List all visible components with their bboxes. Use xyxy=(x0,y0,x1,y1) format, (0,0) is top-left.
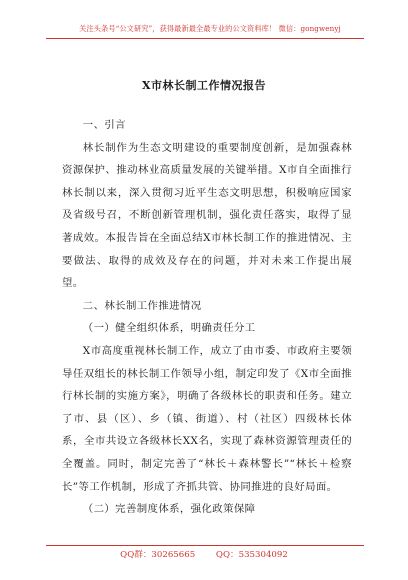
footer-qq-group: QQ群：30265665 xyxy=(120,550,196,560)
document-title: X市林长制工作情况报告 xyxy=(141,79,267,92)
footer-contact xyxy=(0,548,408,560)
subsection-heading-policy: （二）完善制度体系，强化政策保障 xyxy=(82,503,256,516)
intro-paragraph: 林长制作为生态文明建设的重要制度创新，是加强森林资源保护、推动林业高质量发展的关键举措。X市自全面推行林长制以来，深入贯彻习近平生态文明思想，积极响应国家及省级号召，不断创新管理机制，强化责任落实，取得了显著成效。本报告旨在全面总结X市林长制工作的推进情况、主要做法、取得的成效及存在的问题，并对未来工作提出展望。 xyxy=(62,141,352,290)
document-body xyxy=(62,114,352,521)
footer-divider xyxy=(46,545,364,546)
organization-paragraph: X市高度重视林长制工作，成立了由市委、市政府主要领导任双组长的林长制工作领导小组，制定印发了《X市全面推行林长制的实施方案》，明确了各级林长的职责和任务。建立了市、县（区）、乡（镇、街道）、村（社区）四级林长体系，全市共设立各级林长XX名，实现了森林资源管理责任的全覆盖。同时，制定完善了“林长＋森林警长”“林长＋检察长”等工作机制，形成了齐抓共管、协同推进的良好局面。 xyxy=(62,344,352,493)
footer-qq-number: QQ：535304092 xyxy=(215,550,288,560)
section-heading-intro: 一、引言 xyxy=(82,119,126,131)
header-divider xyxy=(46,38,364,39)
subsection-heading-organization: （一）健全组织体系，明确责任分工 xyxy=(82,322,256,335)
section-heading-progress: 二、林长制工作推进情况 xyxy=(82,299,202,312)
header-promo-text: 关注头条号“公文研究”，获得最新最全最专业的公文资料库！ 微信：gongwenyj xyxy=(79,24,341,33)
